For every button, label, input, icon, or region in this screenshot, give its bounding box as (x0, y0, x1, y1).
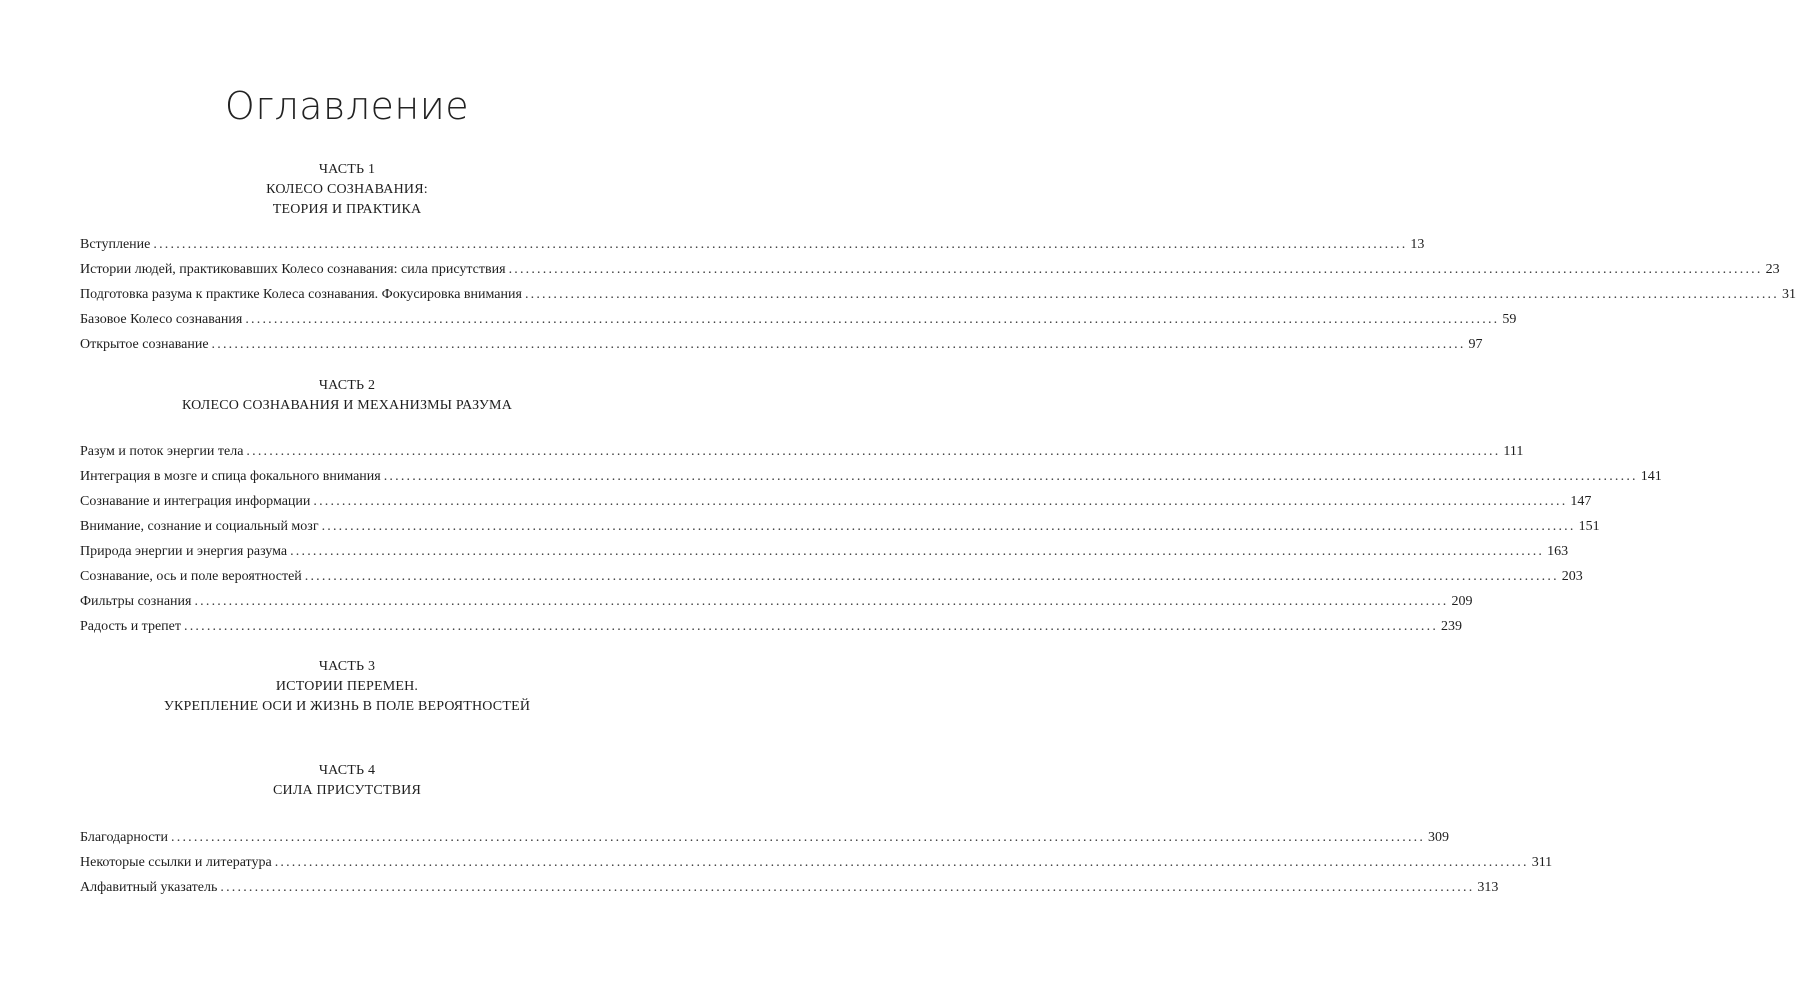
toc-entry-title: Подготовка разума к практике Колеса сознавания. Фокусировка внимания (80, 287, 522, 302)
leader-dots: ............................................................................................................................................................................................................................ (245, 312, 1500, 327)
part-2-heading (0, 376, 694, 416)
leader-dots: ............................................................................................................................................................................................................................ (274, 855, 1529, 870)
part-label: ЧАСТЬ 2 (318, 378, 376, 393)
part-label: ЧАСТЬ 1 (318, 162, 376, 177)
part-3-heading (0, 657, 694, 717)
part-title-line: УКРЕПЛЕНИЕ ОСИ И ЖИЗНЬ В ПОЛЕ ВЕРОЯТНОСТЕЙ (163, 699, 531, 714)
leader-dots: ............................................................................................................................................................................................................................ (383, 469, 1638, 484)
toc-entry-page: 313 (1477, 880, 1499, 895)
leader-dots: ............................................................................................................................................................................................................................ (194, 594, 1449, 609)
toc-entry-title: Радость и трепет (80, 619, 182, 634)
toc-entry[interactable] (80, 853, 1553, 873)
leader-dots: ............................................................................................................................................................................................................................ (220, 880, 1475, 895)
toc-entry-page: 31 (1781, 287, 1796, 302)
toc-entry-page: 203 (1561, 569, 1583, 584)
toc-entry[interactable] (80, 467, 1662, 487)
toc-entry-page: 13 (1410, 237, 1425, 252)
toc-entry-page: 111 (1503, 444, 1524, 459)
toc-entry-title: Вступление (80, 237, 151, 252)
toc-entry-page: 147 (1570, 494, 1592, 509)
leader-dots: ............................................................................................................................................................................................................................ (153, 237, 1408, 252)
leader-dots: ............................................................................................................................................................................................................................ (211, 337, 1466, 352)
toc-entry[interactable] (80, 517, 1600, 537)
leader-dots: ............................................................................................................................................................................................................................ (184, 619, 1439, 634)
part-1-heading (0, 160, 694, 220)
part-title-line: СИЛА ПРИСУТСТВИЯ (272, 783, 422, 798)
part-title-line: ИСТОРИИ ПЕРЕМЕН. (275, 679, 419, 694)
toc-entry-title: Алфавитный указатель (80, 880, 218, 895)
leader-dots: ............................................................................................................................................................................................................................ (508, 262, 1763, 277)
toc-entry[interactable] (80, 828, 1450, 848)
toc-entry[interactable] (80, 592, 1473, 612)
part-label: ЧАСТЬ 3 (318, 659, 376, 674)
toc-entry-title: Фильтры сознания (80, 594, 192, 609)
part-title-line: ТЕОРИЯ И ПРАКТИКА (272, 202, 422, 217)
toc-entry-title: Интеграция в мозге и спица фокального внимания (80, 469, 381, 484)
toc-entry-title: Сознавание, ось и поле вероятностей (80, 569, 302, 584)
toc-entry-page: 141 (1640, 469, 1662, 484)
toc-entry[interactable] (80, 567, 1583, 587)
toc-entry-page: 151 (1578, 519, 1600, 534)
leader-dots: ............................................................................................................................................................................................................................ (304, 569, 1559, 584)
toc-entry-title: Разум и поток энергии тела (80, 444, 244, 459)
toc-entry-title: Внимание, сознание и социальный мозг (80, 519, 319, 534)
toc-entry[interactable] (80, 617, 1463, 637)
toc-entry-page: 309 (1428, 830, 1450, 845)
toc-entry-page: 163 (1547, 544, 1569, 559)
toc-entry[interactable] (80, 310, 1517, 330)
leader-dots: ............................................................................................................................................................................................................................ (321, 519, 1576, 534)
part-title-line: КОЛЕСО СОЗНАВАНИЯ И МЕХАНИЗМЫ РАЗУМА (181, 398, 513, 413)
toc-entry-title: Сознавание и интеграция информации (80, 494, 311, 509)
part-label: ЧАСТЬ 4 (318, 763, 376, 778)
toc-entry-title: Благодарности (80, 830, 169, 845)
leader-dots: ............................................................................................................................................................................................................................ (313, 494, 1568, 509)
toc-entry[interactable] (80, 235, 1425, 255)
toc-entry[interactable] (80, 878, 1499, 898)
toc-entry-page: 97 (1468, 337, 1483, 352)
toc-entry-page: 59 (1502, 312, 1517, 327)
toc-entry-page: 311 (1531, 855, 1553, 870)
toc-entry-page: 23 (1765, 262, 1780, 277)
part-4-heading (0, 761, 694, 801)
toc-entry-title: Базовое Колесо сознавания (80, 312, 243, 327)
leader-dots: ............................................................................................................................................................................................................................ (524, 287, 1779, 302)
toc-entry[interactable] (80, 442, 1524, 462)
toc-entry-title: Открытое сознавание (80, 337, 209, 352)
toc-entry-title: Истории людей, практиковавших Колесо сознавания: сила присутствия (80, 262, 506, 277)
toc-entry-title: Природа энергии и энергия разума (80, 544, 288, 559)
toc-entry[interactable] (80, 285, 1796, 305)
leader-dots: ............................................................................................................................................................................................................................ (171, 830, 1426, 845)
toc-entry-page: 209 (1451, 594, 1473, 609)
page-title: Оглавление (224, 84, 470, 128)
toc-entry-page: 239 (1441, 619, 1463, 634)
leader-dots: ............................................................................................................................................................................................................................ (246, 444, 1501, 459)
toc-entry[interactable] (80, 492, 1592, 512)
toc-entry[interactable] (80, 335, 1483, 355)
toc-entry[interactable] (80, 542, 1569, 562)
leader-dots: ............................................................................................................................................................................................................................ (290, 544, 1545, 559)
toc-entry[interactable] (80, 260, 1780, 280)
part-title-line: КОЛЕСО СОЗНАВАНИЯ: (266, 182, 428, 197)
toc-entry-title: Некоторые ссылки и литература (80, 855, 272, 870)
